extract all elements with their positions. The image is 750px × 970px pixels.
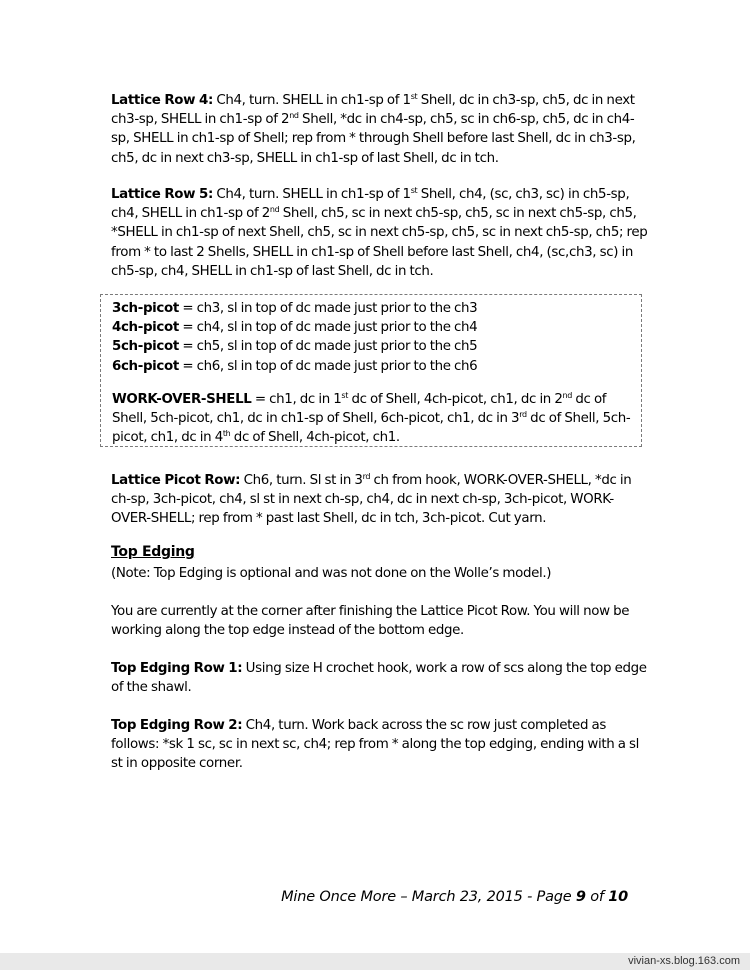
- lattice-row-5-label: Lattice Row 5:: [111, 187, 213, 202]
- definition-line: 5ch-picot = ch5, sl in top of dc made just prior to the ch5: [112, 339, 478, 355]
- definition-line: 4ch-picot = ch4, sl in top of dc made just prior to the ch4: [112, 320, 478, 336]
- top-edging-note: (Note: Top Edging is optional and was not done on the Wolle’s model.): [111, 566, 552, 581]
- lattice-row-5: Lattice Row 5: Ch4, turn. SHELL in ch1-sp of 1st Shell, ch4, (sc, ch3, sc) in ch5-sp, ch4, SHELL in ch1-sp of 2nd Shell, ch5, sc in next ch5-sp, ch5, sc in next ch5-sp, ch5, *SHELL in ch1-sp of next Shell, ch5, sc in next ch5-sp, ch5, sc in next ch5-sp, ch5; rep from * to last 2 Shells, SHELL in ch1-sp of Shell before last Shell, ch4, (sc,ch3, sc) in ch5-sp, ch4, SHELL in ch1-sp of last Shell, dc in tch.: [111, 186, 648, 279]
- definition-line: 3ch-picot = ch3, sl in top of dc made just prior to the ch3: [112, 301, 478, 316]
- watermark: vivian-xs.blog.163.com: [628, 955, 740, 967]
- page-footer: Mine Once More – March 23, 2015 - Page 9 of 10: [281, 889, 628, 905]
- lattice-picot-row: Lattice Picot Row: Ch6, turn. Sl st in 3rd ch from hook, WORK-OVER-SHELL, *dc in ch-sp, 3ch-picot, ch4, sl st in next ch-sp, ch4, dc in next ch-sp, 3ch-picot, WORK-OVER-SHELL; rep from * past last Shell, dc in tch, 3ch-picot. Cut yarn.: [111, 472, 632, 527]
- definition-line: 6ch-picot = ch6, sl in top of dc made just prior to the ch6: [112, 358, 478, 374]
- page-number: 9: [575, 889, 586, 905]
- top-edging-intro: You are currently at the corner after finishing the Lattice Picot Row. You will now be working along the top edge instead of the bottom edge.: [111, 604, 630, 639]
- definitions-box: [100, 294, 642, 447]
- page-total: 10: [608, 889, 628, 905]
- lattice-row-4: Lattice Row 4: Ch4, turn. SHELL in ch1-sp of 1st Shell, dc in ch3-sp, ch5, dc in next ch3-sp, SHELL in ch1-sp of 2nd Shell, *dc in ch4-sp, ch5, sc in ch6-sp, ch5, dc in ch4-sp, SHELL in ch1-sp of Shell; rep from * through Shell before last Shell, dc in ch3-sp, ch5, dc in next ch3-sp, SHELL in ch1-sp of last Shell, dc in tch.: [111, 92, 636, 166]
- lattice-picot-row-label: Lattice Picot Row:: [111, 473, 241, 488]
- lattice-row-4-label: Lattice Row 4:: [111, 93, 213, 108]
- top-edging-row-1: Top Edging Row 1: Using size H crochet hook, work a row of scs along the top edge of the shawl.: [111, 661, 647, 696]
- top-edging-row-2: Top Edging Row 2: Ch4, turn. Work back across the sc row just completed as follows: *sk 1 sc, sc in next sc, ch4; rep from * along the top edging, ending with a sl st in opposite corner.: [111, 718, 640, 772]
- picot-definitions: [112, 299, 644, 376]
- top-edging-heading: Top Edging: [111, 544, 195, 560]
- work-over-shell-definition: WORK-OVER-SHELL = ch1, dc in 1st dc of Shell, 4ch-picot, ch1, dc in 2nd dc of Shell, 5ch-picot, ch1, dc in ch1-sp of Shell, 6ch-picot, ch1, dc in 3rd dc of Shell, 5ch-picot, ch1, dc in 4th dc of Shell, 4ch-picot, ch1.: [112, 391, 631, 446]
